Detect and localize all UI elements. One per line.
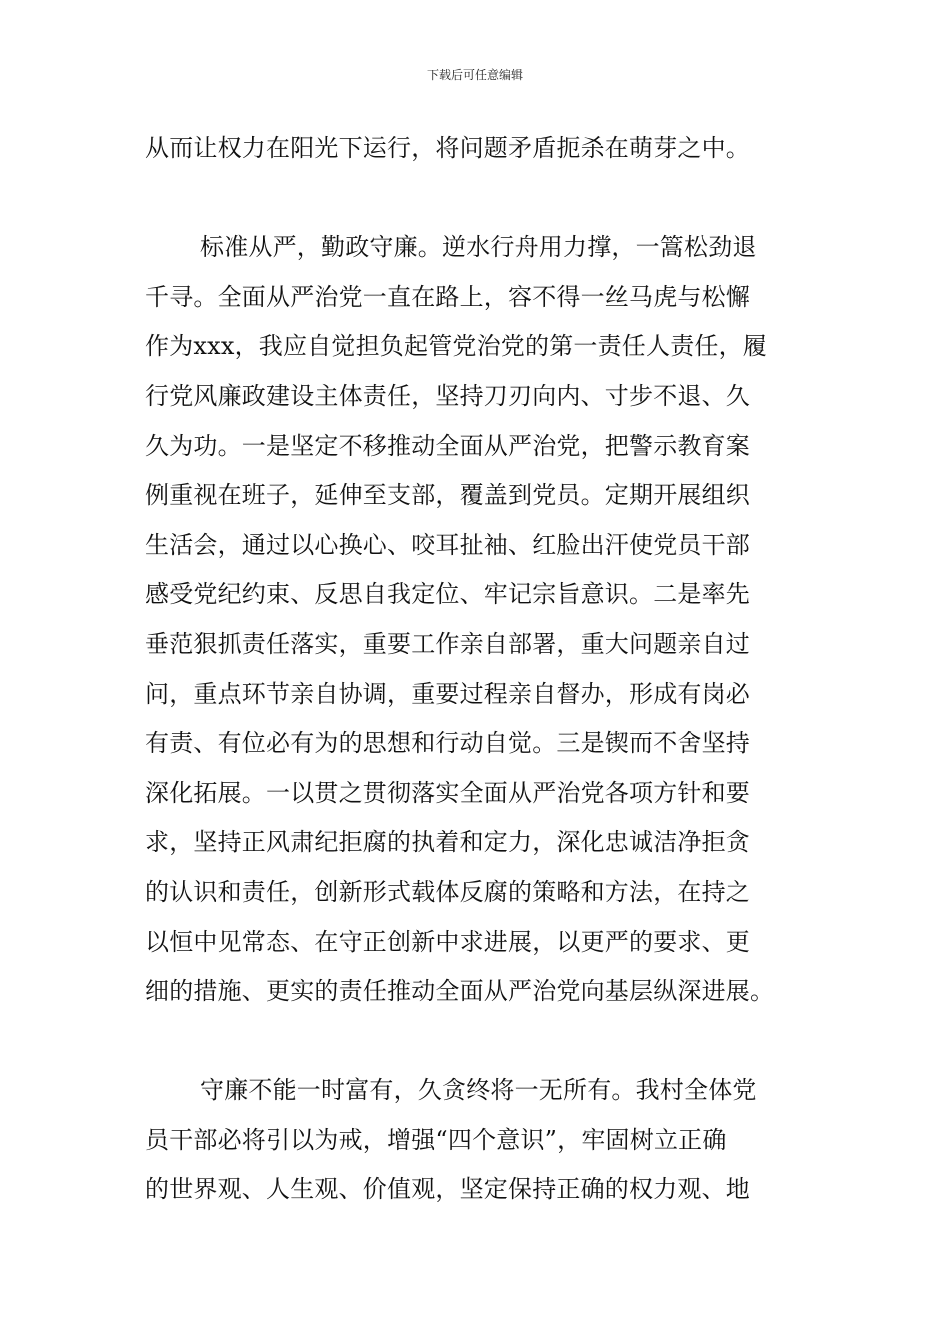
paragraph-first-line: 标准从严，勤政守廉。逆水行舟用力撑，一篙松劲退 <box>200 233 757 262</box>
text-line: 的认识和责任，创新形式载体反腐的策略和方法，在持之 <box>145 877 750 906</box>
text-line: 生活会，通过以心换心、咬耳扯袖、红脸出汗使党员干部 <box>145 530 750 559</box>
text-line: 问，重点环节亲自协调，重要过程亲自督办，形成有岗必 <box>145 679 750 708</box>
paragraph-gap <box>145 180 807 230</box>
text-line: 千寻。全面从严治党一直在路上，容不得一丝马虎与松懈 <box>145 282 750 311</box>
text-line: 从而让权力在阳光下运行，将问题矛盾扼杀在萌芽之中。 <box>145 134 750 162</box>
document-body <box>145 130 807 1221</box>
text-line: 有责、有位必有为的思想和行动自觉。三是锲而不舍坚持 <box>145 729 750 758</box>
text-line: 深化拓展。一以贯之贯彻落实全面从严治党各项方针和要 <box>145 778 750 807</box>
text-line: 垂范狠抓责任落实，重要工作亲自部署，重大问题亲自过 <box>145 629 750 658</box>
text-line: 感受党纪约束、反思自我定位、牢记宗旨意识。二是率先 <box>145 580 750 609</box>
text-line: 行党风廉政建设主体责任，坚持刀刃向内、寸步不退、久 <box>145 381 750 410</box>
text-line: 求，坚持正风肃纪拒腐的执着和定力，深化忠诚洁净拒贪 <box>145 828 750 857</box>
page-header: 下载后可任意编辑 <box>426 68 523 82</box>
text-line: 例重视在班子，延伸至支部，覆盖到党员。定期开展组织 <box>145 481 750 510</box>
text-line: 细的措施、更实的责任推动全面从严治党向基层纵深进展。 <box>145 977 775 1006</box>
text-line: 员干部必将引以为戒，增强“四个意识”，牢固树立正确 <box>145 1125 727 1154</box>
paragraph-gap <box>145 1023 807 1073</box>
text-line: 作为xxx，我应自觉担负起管党治党的第一责任人责任，履 <box>145 332 768 361</box>
text-line: 以恒中见常态、在守正创新中求进展，以更严的要求、更 <box>145 927 750 956</box>
text-line: 久为功。一是坚定不移推动全面从严治党，把警示教育案 <box>145 431 750 460</box>
text-line: 的世界观、人生观、价值观，坚定保持正确的权力观、地 <box>145 1175 750 1204</box>
paragraph-first-line: 守廉不能一时富有，久贪终将一无所有。我村全体党 <box>200 1076 757 1105</box>
